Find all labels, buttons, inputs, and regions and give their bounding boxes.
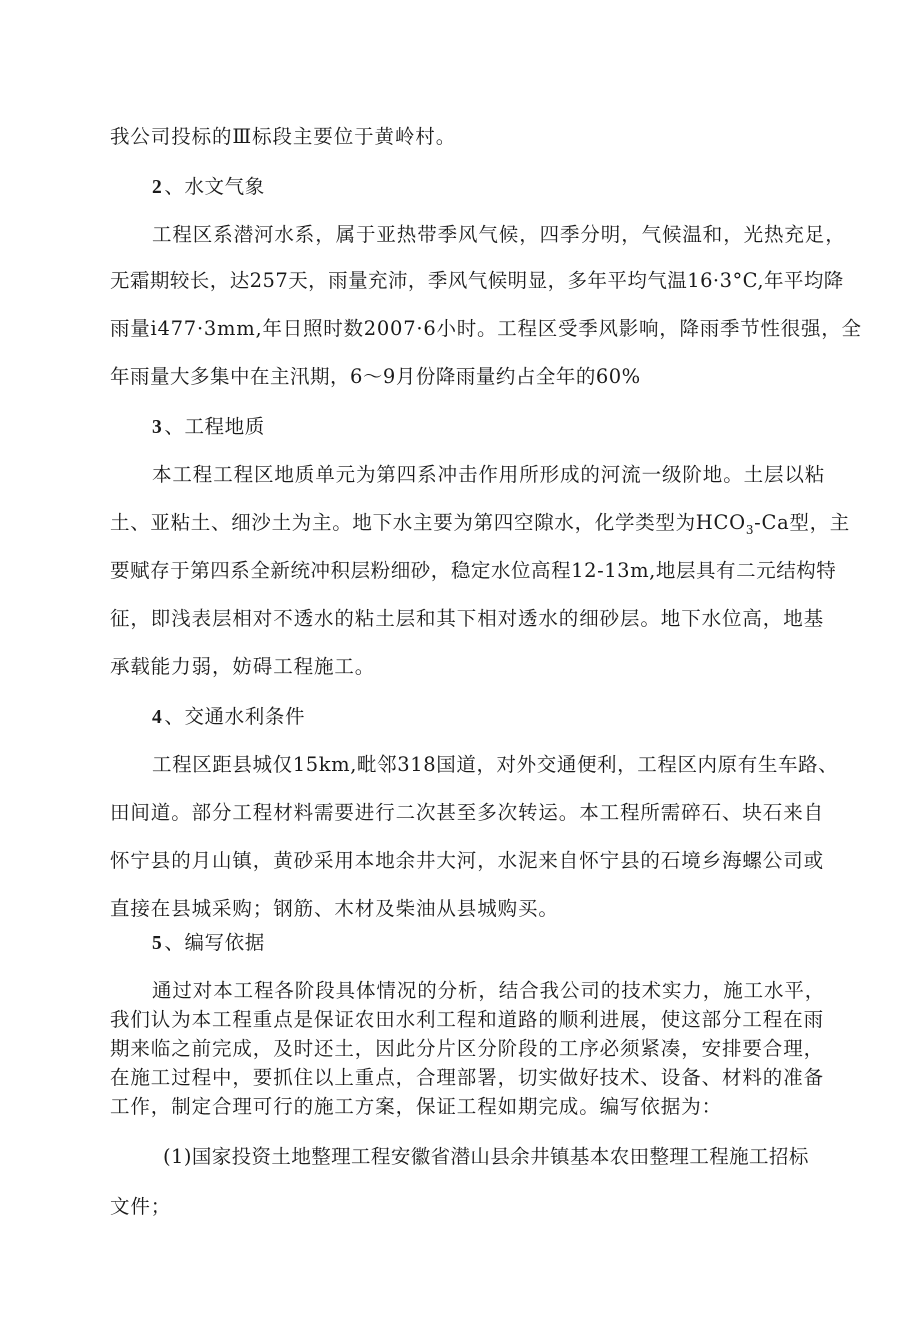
paragraph-line: 直接在县城采购；钢筋、木材及柴油从县城购买。 (110, 897, 559, 920)
subscript: 3 (745, 522, 755, 537)
paragraph-line: 雨量i477·3mm,年日照时数2007·6小时。工程区受季风影响，降雨季节性很强，全 (110, 317, 862, 340)
paragraph-line: 承载能力弱，妨碍工程施工。 (110, 655, 376, 678)
paragraph-line: 工程区距县城仅15km,毗邻318国道，对外交通便利，工程区内原有生车路、 (152, 753, 839, 776)
section-number: 2 (152, 177, 163, 198)
text-run: 土、亚粘土、细沙土为主。地下水主要为第四空隙水，化学类型为HCO (110, 511, 746, 534)
section-heading-basis (152, 930, 265, 957)
paragraph-line: 年雨量大多集中在主汛期，6〜9月份降雨量约占全年的60% (110, 365, 641, 388)
paragraph-line: 在施工过程中，要抓住以上重点，合理部署，切实做好技术、设备、材料的准备 (110, 1066, 825, 1089)
intro-paragraph: 我公司投标的Ⅲ标段主要位于黄岭村。 (110, 125, 457, 148)
section-number: 4 (152, 707, 163, 728)
section-heading-hydrology (152, 174, 265, 201)
paragraph-line: 征，即浅表层相对不透水的粘土层和其下相对透水的细砂层。地下水位高，地基 (110, 607, 825, 630)
list-item-continuation: 文件； (110, 1195, 172, 1218)
paragraph-line: 田间道。部分工程材料需要进行二次甚至多次转运。本工程所需碎石、块石来自 (110, 801, 825, 824)
section-heading-transport (152, 704, 305, 731)
paragraph-line: 本工程工程区地质单元为第四系冲击作用所形成的河流一级阶地。土层以粘 (152, 463, 826, 486)
paragraph-line: 怀宁县的月山镇，黄砂采用本地余井大河，水泥来自怀宁县的石境乡海螺公司或 (110, 849, 825, 872)
text-run: -Ca型，主 (754, 511, 850, 534)
paragraph-line: 无霜期较长，达257天，雨量充沛，季风气候明显，多年平均气温16·3°C,年平均降 (110, 269, 844, 292)
paragraph-line: 工程区系潜河水系，属于亚热带季风气候，四季分明，气候温和，光热充足， (152, 223, 846, 246)
paragraph-line: 工作，制定合理可行的施工方案，保证工程如期完成。编写依据为： (110, 1095, 723, 1118)
section-number: 5 (152, 933, 163, 954)
paragraph-line: 我们认为本工程重点是保证农田水利工程和道路的顺利进展，使这部分工程在雨 (110, 1008, 825, 1031)
section-title: 、编写依据 (164, 931, 265, 954)
paragraph-line: 要赋存于第四系全新统冲积层粉细砂，稳定水位高程12-13m,地层具有二元结构特 (110, 559, 837, 582)
section-title: 、交通水利条件 (164, 705, 306, 728)
section-title: 、工程地质 (164, 415, 265, 438)
paragraph-line: 通过对本工程各阶段具体情况的分析，结合我公司的技术实力，施工水平， (152, 979, 826, 1002)
paragraph-line (110, 510, 850, 536)
section-heading-geology (152, 414, 265, 441)
section-title: 、水文气象 (164, 175, 265, 198)
section-number: 3 (152, 417, 163, 438)
paragraph-line: 期来临之前完成，及时还土，因此分片区分阶段的工序必须紧凑，安排要合理， (110, 1037, 825, 1060)
list-item: (1)国家投资土地整理工程安徽省潜山县余井镇基本农田整理工程施工招标 (163, 1145, 809, 1168)
